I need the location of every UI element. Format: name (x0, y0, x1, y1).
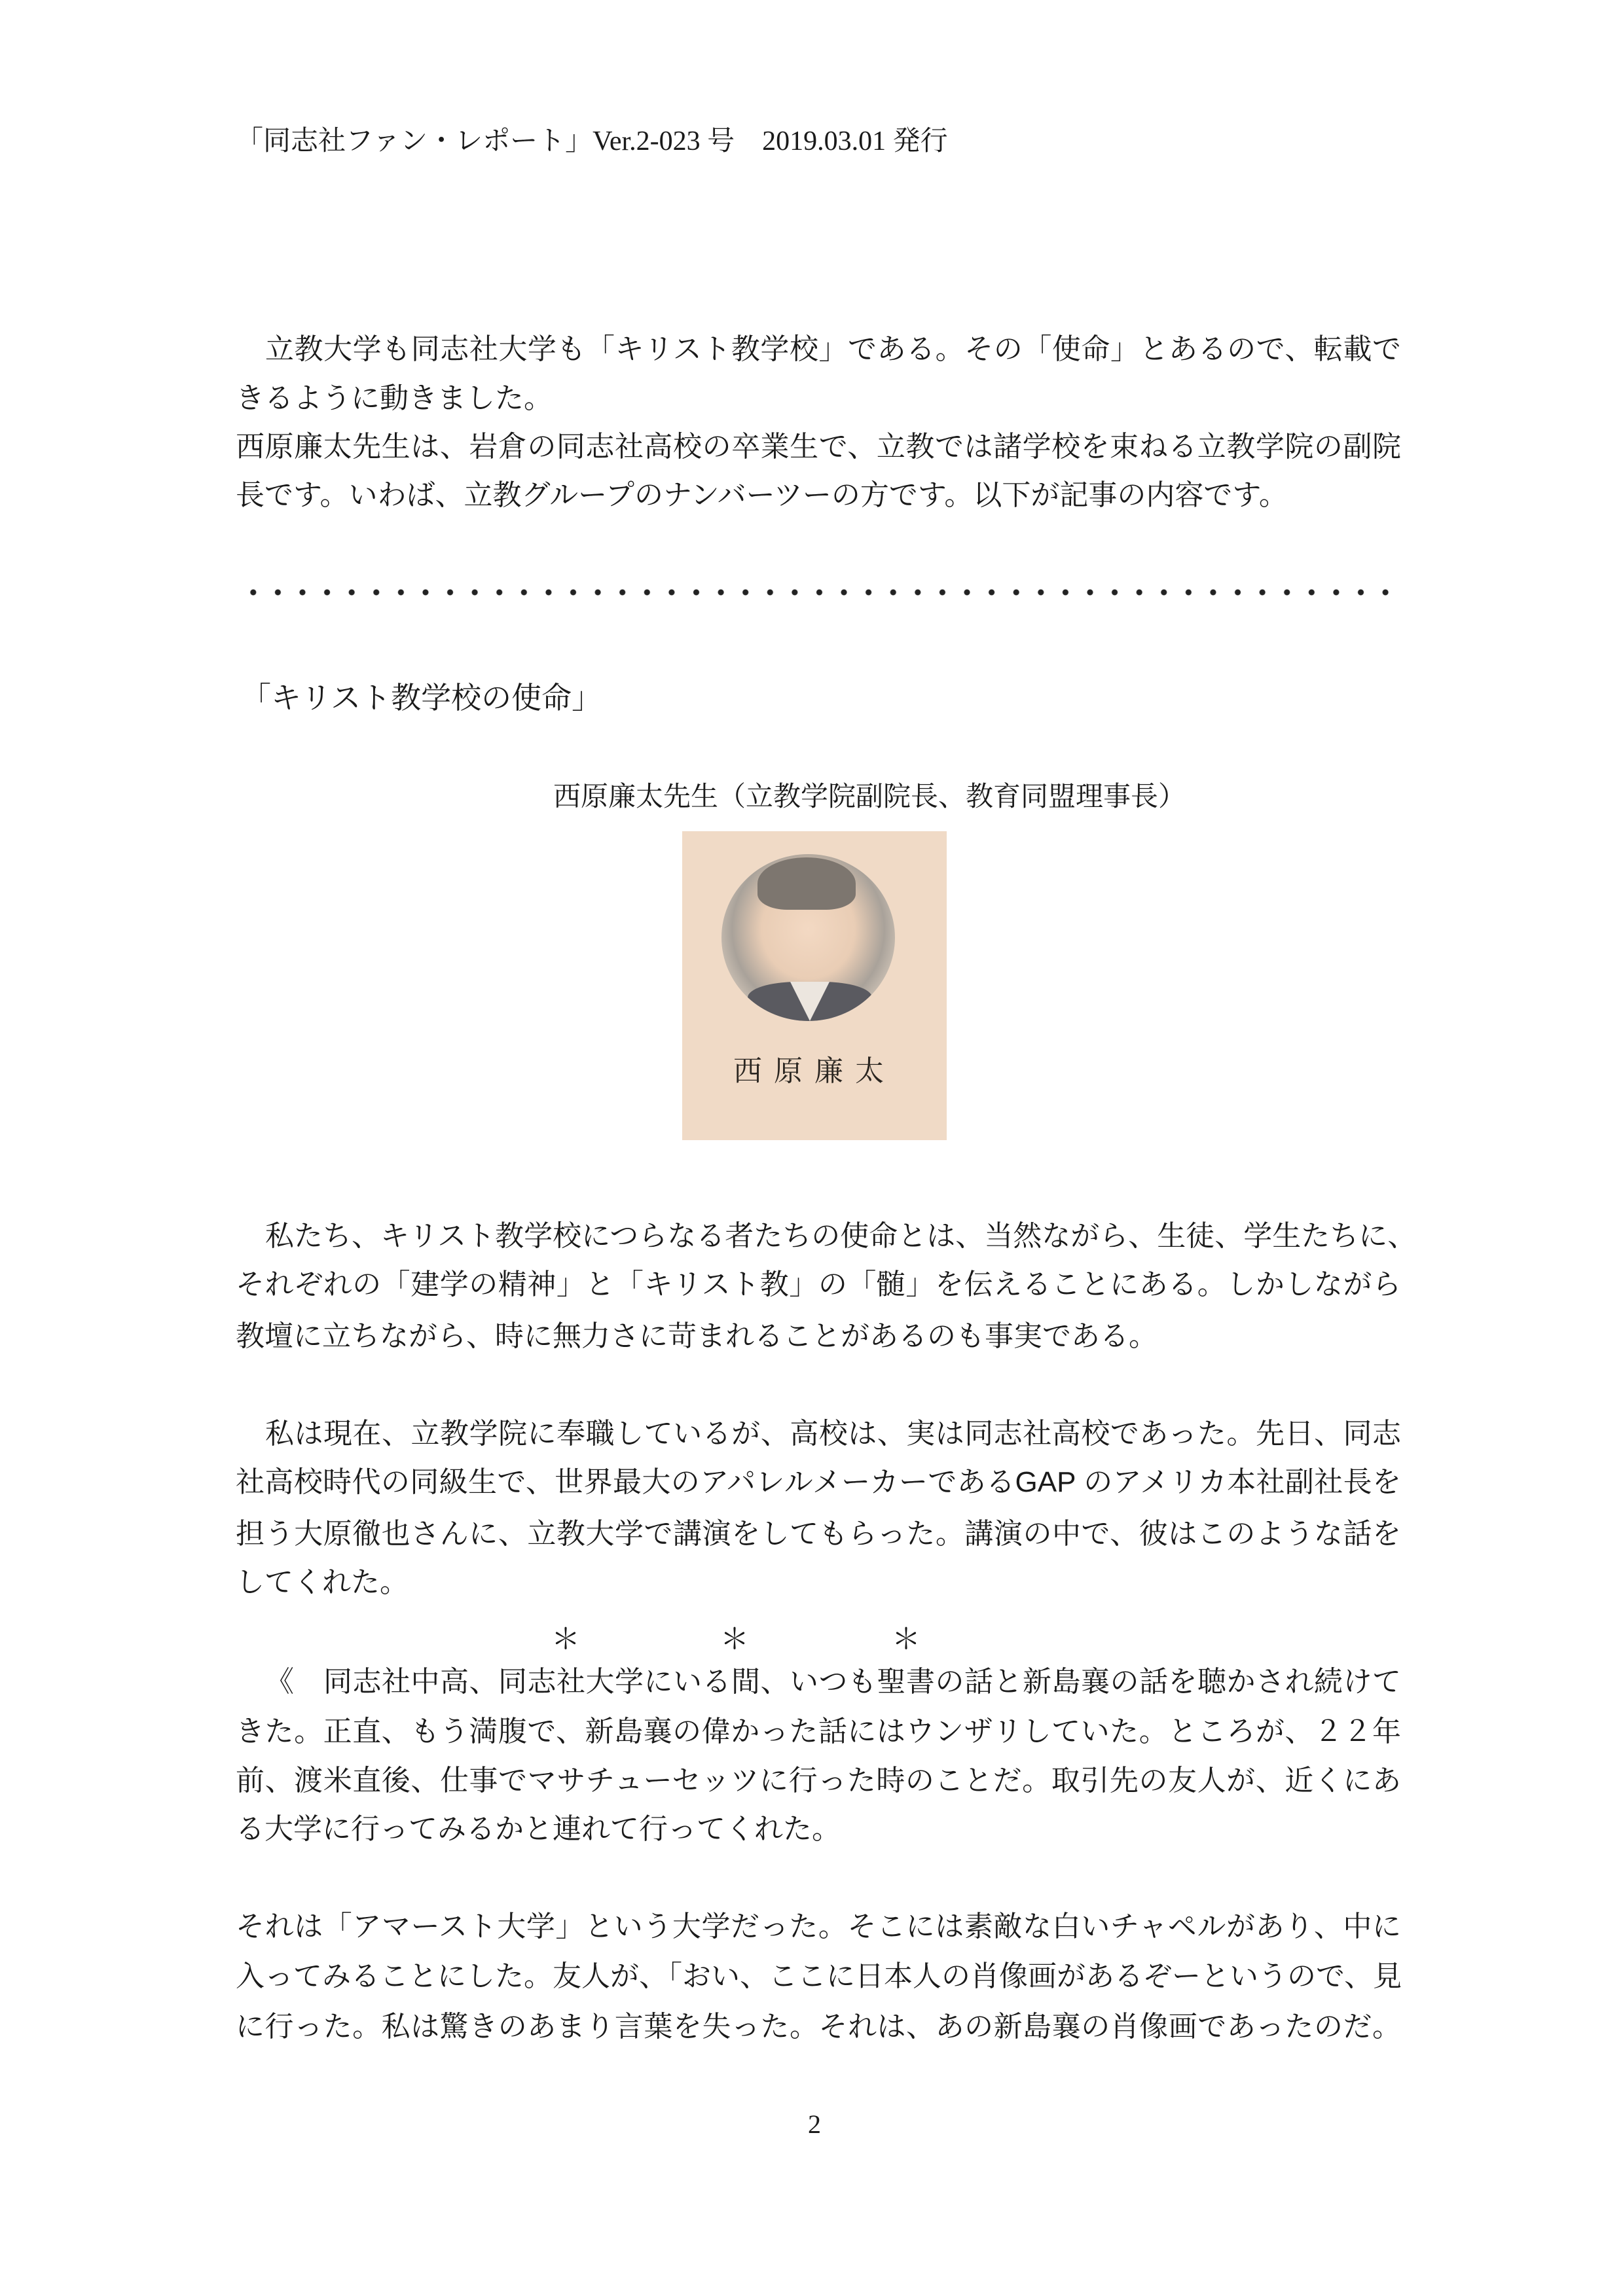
paragraph-line: 教壇に立ちながら、時に無力さに苛まれることがあるのも事実である。 (236, 1320, 1158, 1352)
portrait-caption: 西原廉太 (733, 1055, 896, 1087)
paragraph-line: に行った。私は驚きのあまり言葉を失った。それは、あの新島襄の肖像画であったのだ。 (236, 2011, 1401, 2043)
paragraph-line: それぞれの「建学の精神」と「キリスト教」の「髄」を伝えることにある。しかしながら (236, 1268, 1401, 1300)
paragraph-line: 前、渡米直後、仕事でマサチューセッツに行った時のことだ。取引先の友人が、近くにあ (236, 1765, 1401, 1797)
paragraph-line: 《 同志社中高、同志社大学にいる間、いつも聖書の話と新島襄の話を聴かされ続けて (265, 1666, 1401, 1698)
intro-line: 長です。いわば、立教グループのナンバーツーの方です。以下が記事の内容です。 (236, 479, 1288, 511)
paragraph-line: 私は現在、立教学院に奉職しているが、高校は、実は同志社高校であった。先日、同志 (265, 1418, 1401, 1450)
intro-line: きるように動きました。 (236, 382, 553, 414)
paragraph-line: る大学に行ってみるかと連れて行ってくれた。 (236, 1813, 841, 1845)
paragraph-line: 社高校時代の同級生で、世界最大のアパレルメーカーであるGAP のアメリカ本社副社長を (236, 1466, 1401, 1498)
paragraph-line: 担う大原徹也さんに、立教大学で講演をしてもらった。講演の中で、彼はこのような話を (236, 1518, 1401, 1550)
paragraph-line: 私たち、キリスト教学校につらなる者たちの使命とは、当然ながら、生徒、学生たちに、 (265, 1220, 1417, 1252)
paragraph-line: 入ってみることにした。友人が、「おい、ここに日本人の肖像画があるぞーというので、見 (236, 1960, 1402, 1992)
dotted-divider (241, 588, 1400, 597)
paragraph-line: それは「アマースト大学」という大学だった。そこには素敵な白いチャペルがあり、中に (236, 1910, 1401, 1943)
author-portrait-image (682, 831, 947, 1140)
asterisk-separator: ＊ (892, 1623, 921, 1655)
intro-line: 西原廉太先生は、岩倉の同志社高校の卒業生で、立教では諸学校を束ねる立教学院の副院 (236, 431, 1401, 463)
paragraph-line: してくれた。 (236, 1566, 409, 1598)
paragraph-line: きた。正直、もう満腹で、新島襄の偉かった話にはウンザリしていた。ところが、２２年 (236, 1715, 1401, 1748)
intro-line: 立教大学も同志社大学も「キリスト教学校」である。その「使命」とあるので、転載で (265, 333, 1401, 365)
asterisk-separator: ＊ (720, 1623, 749, 1655)
portrait-hair (757, 857, 856, 910)
article-title: 「キリスト教学校の使命」 (241, 681, 602, 715)
document-header: 「同志社ファン・レポート」Ver.2-023 号 2019.03.01 発行 (236, 126, 948, 156)
page-number: 2 (808, 2109, 821, 2139)
article-author: 西原廉太先生（立教学院副院長、教育同盟理事長） (553, 781, 1186, 812)
portrait-photo (721, 854, 895, 1021)
asterisk-separator: ＊ (551, 1623, 580, 1655)
